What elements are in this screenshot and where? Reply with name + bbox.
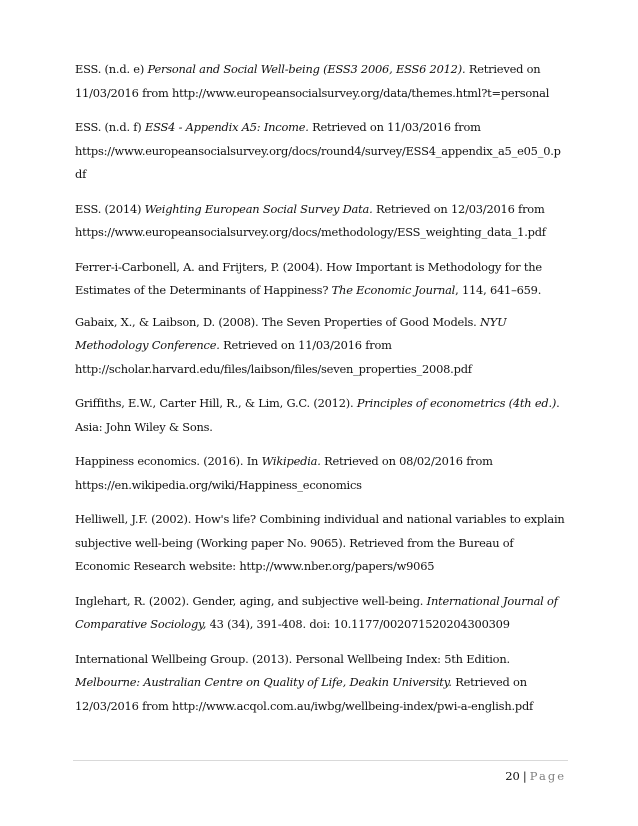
reference-entry: ESS. (n.d. f) ESS4 - Appendix A5: Income. Retrieved on 11/03/2016 from https://www.europeansocialsurvey.org/docs/round4/survey/ESS4_appendix_a5_e05_0.pdf (75, 120, 561, 181)
reference-entry: Griffiths, E.W., Carter Hill, R., & Lim, G.C. (2012). Principles of econometrics (4th ed.). Asia: John Wiley & Sons. (75, 396, 560, 434)
reference-entry: International Wellbeing Group. (2013). Personal Wellbeing Index: 5th Edition. Melbourne: Australian Centre on Quality of Life, Deakin University. Retrieved on 12/03/2016 from http://www.acqol.com.au/iwbg/wellbeing-index/pwi-a-english.pdf (75, 651, 534, 713)
page-word: Page (529, 769, 566, 783)
footer-separator: | (522, 769, 527, 783)
reference-entry: ESS. (n.d. e) Personal and Social Well-being (ESS3 2006, ESS6 2012). Retrieved on 11/03/2016 from http://www.europeansocialsurvey.org/data/themes.html?t=personal (75, 62, 550, 100)
reference-list (75, 58, 565, 729)
reference-entry: ESS. (2014) Weighting European Social Survey Data. Retrieved on 12/03/2016 from https://www.europeansocialsurvey.org/docs/methodology/ESS_weighting_data_1.pdf (75, 201, 546, 239)
reference-entry: Helliwell, J.F. (2002). How's life? Combining individual and national variables to explain subjective well-being (Working paper No. 9065). Retrieved from the Bureau of Economic Research website: http://www.nber.org/papers/w9065 (75, 512, 565, 573)
reference-entry: Inglehart, R. (2002). Gender, aging, and subjective well-being. International Journal of Comparative Sociology, 43 (34), 391-408. doi: 10.1177/002071520204300309 (75, 593, 558, 631)
reference-entry: Gabaix, X., & Laibson, D. (2008). The Seven Properties of Good Models. NYU Methodology Conference. Retrieved on 11/03/2016 from http://scholar.harvard.edu/files/laibson/files/seven_properties_2008.pdf (75, 314, 507, 376)
footer-divider (73, 760, 568, 761)
reference-entry: Happiness economics. (2016). In Wikipedia. Retrieved on 08/02/2016 from https://en.wikipedia.org/wiki/Happiness_economics (75, 454, 493, 492)
reference-entry: Ferrer-i-Carbonell, A. and Frijters, P. (2004). How Important is Methodology for the Estimates of the Determinants of Happiness? The Economic Journal, 114, 641–659. (75, 259, 542, 297)
page-number: 20 (505, 769, 520, 783)
page-footer (505, 769, 566, 783)
